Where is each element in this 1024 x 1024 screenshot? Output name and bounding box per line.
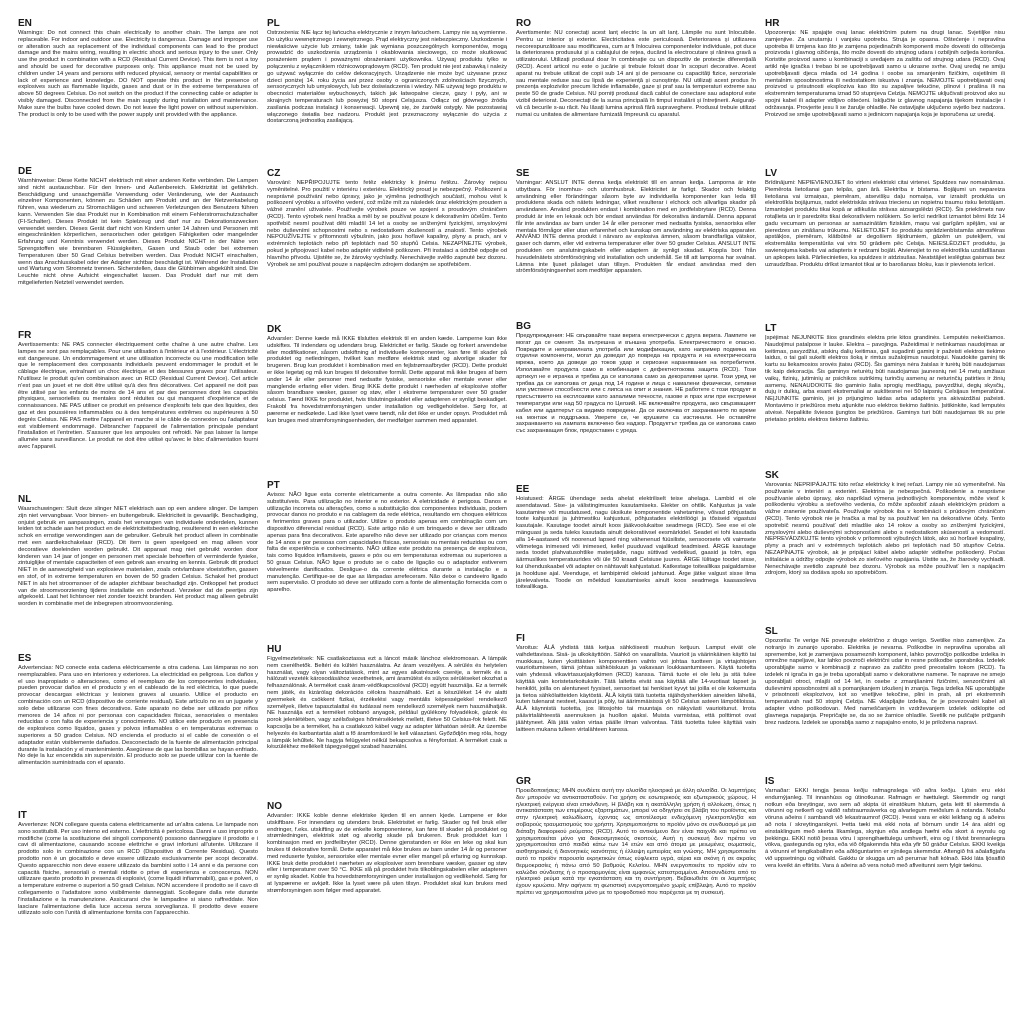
warning-block-pt [267, 480, 507, 594]
language-code: LV [765, 168, 778, 179]
language-code: RO [516, 18, 531, 29]
warning-text: Upozorenja: NE spajajte ovaj lanac električnim putem na drugi lanac. Svjetiljke nisu zamjenjive. Za unutarnju i vanjsku upotrebu. Struja je opasna. Oštećenje i nepravilna upotreba ili izmjena kao što je zamjena pojedinačnih komponenti može dovesti do oštećenja proizvoda i glavnog ožičenja, što može dovesti do strujnog udara i ozbiljnih ozljeda korisnika. Koristite proizvod samo u kombinaciji s uređajem za zaštitu od strujnog udara (RCD). Ovaj artikl nije igračka i trebao bi se upotrebljavati samo u ukrasne svrhe. Ovaj uređaj ne smiju upotrebljavati djeca mlađa od 14 godina i osobe sa smanjenim fizičkim, osjetilnim ili mentalnim sposobnostima ili nedostatkom iskustva i znanja. NEMOJTE upotrebljavati ovaj proizvod u prisutnosti eksploziva kao što su zapaljive tekućine, plinovi i prašina ili na ekstremnim temperaturama iznad 50 stupnjeva Celzija. NEMOJTE uključivati proizvod ako su spojni kabel ili adapter vidljivo oštećeni. Isključite iz glavnog napajanja tijekom instalacije i održavanja. Provjerite jesu li se žarulje ohladile. Ne ostavljajte uključeno svjetlo bez nadzora. Proizvod se smije upotrebljavati samo s jedinicom napajanja koja je isporučena uz uređaj. [765, 30, 1005, 118]
warning-text: Avvertenze: NON collegare questa catena elettricamente ad un'altra catena. Le lampade non sono sostituibili. Per uso interno ed esterno. L'elettricità è pericolosa. Danni e uso improprio o modifiche (come la sostituzione dei singoli componenti) possono danneggiare il prodotto e i cavi di alimentazione, causando scosse elettriche e gravi infortuni all'utente. Utilizzare il prodotto solo in combinazione con un RCD (Dispositivo di Corrente Residua). Questo prodotto non è un giocattolo e deve essere utilizzato esclusivamente per scopi decorativi. Questo apparecchio non deve essere utilizzato da bambini sotto i 14 anni e da persone con capacità fisiche, sensoriali o mentali ridotte o prive di esperienza e conoscenza. NON utilizzare questo prodotto in presenza di esplosivi, (come liquidi infiammabili), gas e polveri, o a temperature estreme o superiori a 50 gradi Celsius. NON accendere il prodotto se il cavo di collegamento o l'adattatore sono visibilmente danneggiati. Scollegare dalla rete durante l'installazione e la manutenzione. Assicurarsi che le lampadine si siano raffreddate. Non lasciare l'alimentazione della luce accesa senza sorveglianza. Il prodotto deve essere utilizzato solo con l'unità di alimentazione fornita con l'apparecchio. [18, 822, 258, 917]
warning-text: Hoiatused: ÄRGE ühendage seda ahelat elektriliselt teise ahelaga. Lambid ei ole asendatavad. Sise- ja välistingimustes kasutamiseks. Elekter on ohtlik. Kahjustus ja vale kasutamine või muudatused, nagu üksikute komponentide vahetamine, võivad põhjustada toote kahjustusi ja juhtmestiku kahjustusi, põhjustades elektrilöögi ja tõsiseid vigastusi kasutajale. Kasutage toodet ainult koos jääkvoolukaitse seadmega (RCD). See ese ei ole mänguasi ja seda tuleks kasutada ainult dekoratiivsel eesmärkidel. Seadet ei tohi kasutada alla 14-aastased või noorenud lapsed ning vähenenud füüsiliste, sensoorsete või vaimsete võimetega inimesed või inimesed, kellel puuduvad vajalikud teadmised. ÄRGE kasutage seda toodet plahvatusohtlike materjalide, nagu süttivad vedelikud, gaasid ja tolm, ega äärmuslikes temperatuurides või üle 50 kraadi Celsiuse juures. ÄRGE lülitage toodet sisse, kui ühenduskaabel või adapter on nähtavalt kahjustatud. Katkestage toiteallikas paigaldamise ja hoolduse ajal. Veenduge, et lambipirnid oleksid jahtunud. Ärge jätke valgust sisse ilma järelevalveta. Toode on mõeldud kasutamiseks ainult koos seadmega kaasasoleva toiteallikaga. [516, 496, 756, 591]
warning-text: Avertismente: NU conectați acest lanț electric la un alt lanț. Lămpile nu sunt înlocuibile. Pentru uz interior și exterior. Electricitatea este periculoasă. Deteriorarea și utilizarea necorespunzătoare sau modificarea, cum ar fi înlocuirea componentelor individuale, pot duce la deteriorarea produsului și a cablajului de rețea, ducând la electrocutare și rănirea gravă a utilizatorului. Utilizați produsul doar în combinație cu un dispozitiv de protecție diferențială (RCD). Acest articol nu este o jucărie și trebuie folosit doar în scopuri decorative. Acest aparat nu trebuie utilizat de copii sub 14 ani și de persoane cu capacități fizice, senzoriale sau mentale reduse sau cu lipsă de experiență și cunoștințe. NU utilizați acest produs în prezența explozivilor precum lichide inflamabile, gaze și praf sau la temperaturi extreme sau peste 50 de grade Celsius. NU porniți produsul dacă cablul de conectare sau adaptorul este vizibil deteriorat. Deconectați de la sursa principală în timpul instalării și întreținerii. Asigurați-vă că becurile s-au răcit. Nu lăsați lumina aprinsă fără supraveghere. Produsul trebuie utilizat numai cu unitatea de alimentare furnizată împreună cu aparatul. [516, 30, 756, 118]
language-code: EN [18, 18, 32, 29]
language-code: CZ [267, 168, 281, 179]
warning-text: Предупреждения: НЕ свързвайте тази верига електрически с друга верига. Лампите не могат да се сменят. За вътрешна и външна употреба. Електричеството е опасно. Повредите и неправилната употреба или модификации, като например подмяна на отделни компоненти, могат да доведат до повреда на продукта и на електрическата мрежа, което да доведе до токов удар и сериозни наранявания на потребителя. Използвайте продукта само в комбинация с дефектнотокова защита (RCD). Този артикул не е играчка и трябва да се използва само за декоративни цели. Този уред не трябва да се използва от деца под 14 години и лица с намалени физически, сетивни или умствени способности или с липса на опит и знания. НЕ работете с този продукт в присъствието на експлозиви като запалими течности, газове и прах или при екстремни температури или над 50 градуса по Целзий. НЕ включвайте продукта, ако свързващият кабел или адаптерът са видимо повредени. Да се изключва от захранването по време на монтаж и поддръжка. Уверете се, че крушките са изстинали. Не оставяйте захранването на лампата включено без надзор. Продуктът трябва да се използва само със захранващия блок, предоставен с уреда. [516, 333, 756, 435]
warning-block-no [267, 801, 507, 895]
warning-block-it [18, 810, 258, 917]
warning-text: Varnaðar: EKKI tengja þessa keðju rafmagnslega við aðra keðju. Ljósin eru ekki endurnýjanleg. Til innanhúss og útinotkunar. Rafmagn er hættulegt. Skemmdir og rangt notkun eða breytingar, svo sem að skipta út einstökum hlutum, geta leitt til skemmda á vörunni og netkerfi og valdið rafstraumsáverka og alvarlegum meiðslum á notanda. Notaðu vöruna aðeins í sambandi við lekastraumrof (RCD). Þessi vara er ekki leikfang og á aðeins að nota í skreytingarskyni. Þetta tæki má ekki nota af börnum undir 14 ára aldri og einstaklingum með skerta líkamlega, skynjun eða andlega hæfni eða skort á reynslu og þekkingu. EKKI notið þessa vöru í sprengihættulegu umhverfi, eins og í tilvist brennanlegra vökva, gastegunda og ryks, eða við öfgakennda hita eða yfir 50 gráður Celsíus. EKKI kveikja á vörunni ef tengikaballinn eða aðlöguntarinn er sýnilega skemmdur. Aftengið frá aðalaflgjafa við uppsetningu og viðhald. Gakktu úr skugga um að perurnar hafi kólnað. Ekki láta ljósaflið vera kveikt án eftirlits. Vara á aðeins að vera notuð með aflveitunni sem fylgir tækinu. [765, 788, 1005, 869]
language-code: NO [267, 801, 282, 812]
language-code: EE [516, 484, 530, 495]
warning-text: Įspėjimai: NEJUNKITE šios grandinės elektra prie kitos grandinės. Lemputės nekeičiamos. Naudojimui patalpose ir lauke. Elektra – pavojinga. Pažeidimai ir netinkamas naudojimas ar keitimas, pavyzdžiui, atskirų dalių keitimas, gali sugadinti gaminį ir pažeisti elektros tiekimo laidus, o tai gali sukelti elektros šoką ir rimtus sužalojimus naudotojui. Naudokite gaminį tik kartu su liekamosios srovės įtaisu (RCD). Šis gaminys nėra žaislas ir turėtų būti naudojamas tik kaip dekoracija. Šis gaminys neturėtų būti naudojamas jaunesnių nei 14 metų amžiaus vaikų, fizinių, jutiminių ar psichikos sutrikimų turinčių asmenų ar neturinčių patirties ir žinių asmenų. NENAUDOKITE šio gaminio šalia sprogių medžiagų, pavyzdžiui, degių skysčių, dujų ir dulkių, arba esant ekstremaliai ar aukštesnei nei 50 laipsnių Celsijaus temperatūrai. NEĮJUNKITE gaminio, jei jo prijungimo laidas arba adapteris yra akivaizdžiai pažeisti. Montavimo ir priežiūros metu atjunkite nuo elektros tiekimo šaltinio. Įsitikinkite, kad lemputės atvėsė. Nepalikite šviesos įjungtos be priežiūros. Gaminys turi būti naudojamas tik su prie prietaiso pridėtu elektros tiekimo šaltiniu. [765, 335, 1005, 423]
warning-block-hr [765, 18, 1005, 118]
language-code: FR [18, 330, 32, 341]
warning-block-de [18, 166, 258, 287]
warning-block-gr [516, 776, 756, 897]
warning-block-bg [516, 321, 756, 435]
warning-text: Opozorila: Te verige NE povezujte električno z drugo verigo. Svetilke niso zamenljive. Za notranjo in zunanjo uporabo. Elektrika je nevarna. Poškodbe in nepravilna uporaba ali spremembe, kot je zamenjava posameznih komponent, lahko povzročijo poškodbe izdelka in omrežne napeljave, kar lahko povzroči električni udar in resne poškodbe uporabnika. Izdelek uporabljajte samo v kombinaciji z napravo za zaščito pred preostalim tokom (RCD). Ta izdelek ni igrača in ga je treba uporabljati samo v dekorativne namene. Te naprave ne smejo uporabljati otroci, mlajši od 14 let, in osebe z zmanjšanimi fizičnimi, senzoričnimi ali duševnimi sposobnostmi ali s pomanjkanjem izkušenj in znanja. Tega izdelka NE uporabljajte v prisotnosti eksplozivov, kot so vnetljive tekočine, plini in prah, ali pri ekstremnih temperaturah nad 50 stopinj Celzija. NE vklapljajte izdelka, če je povezovalni kabel ali adapter vidno poškodovan. Med nameščanjem in vzdrževanjem izdelek odklopite od glavnega napajanja. Prepričajte se, da so se žarnice ohladile. Svetilk ne puščajte prižganih brez nadzora. Izdelek se uporablja samo z napajalno enoto, ki je priložena napravi. [765, 638, 1005, 726]
warning-block-pl [267, 18, 507, 125]
language-code: SE [516, 168, 530, 179]
language-code: IS [765, 776, 775, 787]
language-code: DK [267, 324, 282, 335]
language-code: NL [18, 494, 32, 505]
warning-block-cz [267, 168, 507, 268]
warning-block-fr [18, 330, 258, 451]
language-code: HU [267, 644, 282, 655]
warning-block-fi [516, 633, 756, 733]
warning-text: Avertissements: NE PAS connecter électriquement cette chaîne à une autre chaîne. Les lampes ne sont pas remplaçables. Pour une utilisation à l'intérieur et à l'extérieur. L'électricité est dangereuse. Un endommagement et une utilisation incorrecte ou une modification telle que le remplacement des composants individuels peuvent endommager le produit et le câblage électrique, entraînant un choc électrique et des blessures graves pour l'utilisateur. N'utilisez le produit qu'en combinaison avec un RCD (Residual Current Device). Cet article n'est pas un jouet et ne doit être utilisé qu'à des fins décoratives. Cet appareil ne doit pas être utilisé par les enfants de moins de 14 ans et par des personnes dont les capacités physiques, sensorielles ou mentales sont réduites ou qui manquent d'expérience et de connaissances. NE PAS utiliser ce produit en présence d'explosifs tels que des liquides, des gaz et des poussières inflammables ou à des températures extrêmes ou supérieures à 50 degrés Celsius. NE PAS mettre l'appareil en marche si le câble de connexion ou l'adaptateur est visiblement endommagé. Débrancher l'appareil de l'alimentation principale pendant l'installation et l'entretien. S'assurer que les ampoules ont refroidi. Ne pas laisser la lampe allumée sans surveillance. Le produit ne doit être utilisé qu'avec le bloc d'alimentation fourni avec l'appareil. [18, 342, 258, 450]
warning-text: Avisos: NÃO ligue esta corrente eletricamente a outra corrente. As lâmpadas não são substituíveis. Para utilização no interior e no exterior. A eletricidade é perigosa. Danos e utilização incorreta ou alterações, como a substituição dos componentes individuais, podem provocar danos no produto e na cablagem da rede elétrica, resultando em choques elétricos e ferimentos graves para o utilizador. Utilize o produto apenas em combinação com um dispositivo diferencial residual (RCD). Este artigo não é um brinquedo e deve ser utilizado apenas para fins decorativos. Este aparelho não deve ser utilizado por crianças com menos de 14 anos e por pessoas com capacidades físicas, sensoriais ou mentais reduzidas ou com falta de experiência e conhecimento. NÃO utilize este produto na presença de explosivos, tais como líquidos inflamáveis, gases e pós ou em temperaturas extremas ou superiores a 50 graus Celsius. NÃO ligue o produto se o cabo de ligação ou o adaptador estiverem visivelmente danificados. Desligue-o da corrente elétrica durante a instalação e a manutenção. Certifique-se de que as lâmpadas arrefeceram. Não deixe o candeeiro ligado sem supervisão. O produto só deve ser utilizado com a fonte de alimentação fornecida com o aparelho. [267, 492, 507, 594]
warning-text: Warnings: Do not connect this chain electrically to another chain. The lamps are not replaceable. For indoor and outdoor use. Electricity is dangerous. Damage and improper use or alteration such as replacement of the individual components can lead to the product damage and the mains wiring, resulting in electric shock and serious injury to the user. Only use the product in combination with a RCD (Residual Current Device). This item is not a toy and should be used for decorative purposes only. This appliance must not be used by children under 14 years and persons with reduced physical, sensory or mental capabilities or lack of experience and knowledge. DO NOT operate this product in the presence of explosives such as flammable liquids, gases and dust or in the extreme temperatures of above 50 degrees Celsius. Do not switch on the product if the connecting cable or adapter is visibly damaged. Disconnected from the main supply during installation and maintenance. Make sure the bulbs have cooled down. Do not leave the light power on without supervision. The product is only to be used with the power supply unit provided with the appliance. [18, 30, 258, 118]
warning-block-hu [267, 644, 507, 751]
warning-text: Varování: NEPŘIPOJUJTE tento řetěz elektricky k jinému řetězu. Žárovky nejsou vyměnitelné. Pro použití v interiéru i exteriéru. Elektrický proud je nebezpečný. Poškození a nesprávné používání nebo úpravy, jako je výměna jednotlivých součástí, mohou vést k poškození výrobku a síťového vedení, což může mít za následek úraz elektrickým proudem a vážné zranění uživatele. Používejte výrobek pouze ve spojení s proudovým chráničem (RCD). Tento výrobek není hračka a měl by se používat pouze k dekorativním účelům. Tento spotřebič nesmí používat děti mladší 14 let a osoby se sníženými fyzickými, smyslovými nebo duševními schopnostmi nebo s nedostatkem zkušeností a znalostí. Tento výrobek NEPOUŽÍVEJTE v přítomnosti výbušnin, jako jsou hořlavé kapaliny, plyny a prach, ani v extrémních teplotách nebo při teplotách nad 50 stupňů Celsia. NEZAPÍNEJTE výrobek, pokud je připojovací kabel nebo adaptér viditelně poškozen. Při instalaci a údržbě odpojte od hlavního přívodu. Ujistěte se, že žárovky vychladly. Nenechávejte světlo zapnuté bez dozoru. Výrobek se smí používat pouze s napájecím zdrojem dodaným se spotřebičem. [267, 180, 507, 268]
language-code: GR [516, 776, 531, 787]
warning-block-sk [765, 470, 1005, 577]
warning-text: Προειδοποιήσεις: ΜΗΝ συνδέετε αυτή την αλυσίδα ηλεκτρικά με άλλη αλυσίδα. Οι λαμπτήρες δεν μπορούν να αντικατασταθούν. Για χρήση σε εσωτερικούς και εξωτερικούς χώρους. Η ηλεκτρική ενέργεια είναι επικίνδυνη. Η βλάβη και η ακατάλληλη χρήση ή αλλοίωση, όπως η αντικατάσταση των επιμέρους εξαρτημάτων, μπορεί να οδηγήσει σε βλάβη του προϊόντος και στην ηλεκτρική καλωδίωση, έχοντας ως αποτέλεσμα ενδεχόμενη ηλεκτροπληξία και σοβαρούς τραυματισμούς του χρήστη. Χρησιμοποιήστε το προϊόν μόνο σε συνδυασμό με μια διάταξη διαφορικού ρεύματος (RCD). Αυτό το αντικείμενο δεν είναι παιχνίδι και πρέπει να χρησιμοποιείται μόνο για διακοσμητικούς σκοπούς. Αυτή η συσκευή δεν πρέπει να χρησιμοποιείται από παιδιά κάτω των 14 ετών και από άτομα με μειωμένες σωματικές, αισθητηριακές ή διανοητικές ικανότητες ή έλλειψη εμπειρίας και γνώσης. ΜΗ χρησιμοποιείτε αυτό το προϊόν παρουσία εκρηκτικών όπως εύφλεκτα υγρά, αέρια και σκόνη ή σε ακραίες θερμοκρασίες ή πάνω από 50 βαθμούς Κελσίου. ΜΗΝ ενεργοποιείτε το προϊόν εάν το καλώδιο σύνδεσης ή ο προσαρμογέας είναι εμφανώς κατεστραμμένα. Αποσυνδέστε από το ηλεκτρικό ρεύμα κατά την εγκατάσταση και τη συντήρηση. Βεβαιωθείτε ότι οι λαμπτήρες έχουν κρυώσει. Μην αφήνετε τη φωτιστική ενεργοποιημένο χωρίς επίβλεψη. Αυτό το προϊόν πρέπει να χρησιμοποιείται μόνο με το τροφοδοτικό που παρέχεται με τη συσκευή. [516, 788, 756, 896]
warning-block-lv [765, 168, 1005, 268]
warning-text: Waarschuwingen: Sluit deze slinger NIET elektrisch aan op een andere slinger. De lampen zijn niet vervangbaar. Voor binnen- en buitengebruik. Elektriciteit is gevaarlijk. Beschadiging, onjuist gebruik en aanpassingen, zoals het vervangen van individuele onderdelen, kunnen leiden tot schade aan het product en de elektriciteitsbedrading, resulterend in een elektrische schok en ernstige verwondingen aan de gebruiker. Gebruik het product alleen in combinatie met een aardlekschakelaar (RCD). Dit item is geen speelgoed en mag alleen voor decoratieve doeleinden worden gebruikt. Dit apparaat mag niet gebruikt worden door kinderen van 14 jaar of jonger en personen met speciale behoeften of verminderde fysieke, zintuiglijke of mentale capaciteiten of een gebrek aan ervaring en kennis. Gebruik dit product NIET in de aanwezigheid van explosieve materialen, zoals ontvlambare vloeistoffen, gassen en stof, of in extreme temperaturen en boven de 50 graden Celsius. Schakel het product NIET in als het stroomsnoer of de adapter zichtbaar beschadigd zijn. Ontkoppel het product van de stroomvoorziening tijdens installatie en onderhoud. Verzeker dat de peertjes zijn afgekoeld. Laat het lichtsnoer niet zonder toezicht branden. Het product mag alleen gebruikt worden in combinatie met de inbegrepen stroomvoorziening. [18, 506, 258, 608]
warning-text: Figyelmeztetések: NE csatlakoztassa ezt a láncot másik lánchoz elektromosan. A lámpák nem cserélhetők. Beltéri és kültéri használatra. Az áram veszélyes. A sérülés és helytelen használat, vagy olyan változtatások, mint az egyes alkatrészek cseréje, a termék és a hálózati vezeték károsodásához vezethetnek, ami áramütést és súlyos sérüléseket okozhat a felhasználónak. A terméket csak áram-védőkapcsolóval (RCD) együtt használja. Ez a termék nem játék, és kizárólag dekorációs célokra használható. Ezt a készüléket 14 év alatti gyermekek és csökkent fizikai, érzékelési vagy mentális képességekkel rendelkező személyek, illetve tapasztalattal és tudással nem rendelkező személyek nem használhatják. NE használja ezt a terméket robbanó anyagok, például gyúlékony folyadékok, gázok és porok jelenlétében, vagy szélsőséges hőmérsékletek mellett, illetve 50 Celsius-fok felett. NE kapcsolja be a terméket, ha a csatlakozó kábel vagy az adapter láthatóan sérült. Az üzembe helyezés és karbantartás alatt a fő áramforrásról le kell választani. Győződjön meg róla, hogy a lámpák lehűltek. Ne hagyja felügyelet nélkül bekapcsolva a fényforrást. A terméket csak a készülékhez mellékelt tápegységgel szabad használni. [267, 656, 507, 751]
warning-text: Warnhinweise: Diese Kette NICHT elektrisch mit einer anderen Kette verbinden. Die Lampen sind nicht austauschbar. Für den Innen- und Außenbereich. Elektrizität ist gefährlich. Beschädigung und unsachgemäße Verwendung oder Veränderung, wie der Austausch einzelner Komponenten, können zu Schäden am Produkt und an der Netzverkabelung führen, was wiederum zu Stromschlägen und schweren Verletzungen des Benutzers führen kann. Verwenden Sie das Produkt nur in Kombination mit einem Fehlerstromschutzschalter (FI-Schalter). Dieses Produkt ist kein Spielzeug und darf nur zu Dekorationszwecken verwendet werden. Dieses Gerät darf nicht von Kindern unter 14 Jahren und Personen mit eingeschränkten körperlichen, sensorischen oder geistigen Fähigkeiten oder mangelnder Erfahrung und Kenntnis verwendet werden. Dieses Produkt NICHT in der Nähe von Sprengstoffen wie brennbaren Flüssigkeiten, Gasen und Staub oder bei extremen Temperaturen über 50 Grad Celsius betreiben werden. Das Produkt NICHT einschalten, wenn das Anschlusskabel oder der Adapter sichtbar beschädigt ist. Während der Installation und Wartung vom Stromnetz trennen. Sicherstellen, dass die Glühbirnen abgekühlt sind. Die Leuchte nicht ohne Aufsicht eingeschaltet lassen. Das Produkt darf nur mit dem mitgelieferten Netzteil verwendet werden. [18, 178, 258, 286]
warning-text: Brīdinājumi: NEPIEVIENOJIET šo virteni elektriski citai virtenei. Spuldzes nav nomaināmas. Piemērota lietošanai gan telpās, gan ārā. Elektrība ir bīstama. Bojājumi un nepareiza lietošana vai izmaiņas, piemēram, atsevišķu daļu nomaiņa, var izraisīt produkta un elektrotīkla bojājumus, radot elektriskās strāvas triecienu un nopietnu traumu risku lietotājam. Izmantojiet produktu tikai kopā ar atlikušās strāvas aizsargslēdzi (RCD). Šis priekšmets nav rotaļlieta un ir paredzēts tikai dekoratīviem nolūkiem. So ierīci nedrīkst izmantot bērni līdz 14 gadu vecumam un personas ar samazinātām fiziskām, maņu vai garīgām spējām, vai ar pieredzes un zināšanu trūkumu. NELIETOJIET šo produktu sprādzienbīstamās atmosfēras apstākļos, piemēram, klātbūtnē ar degošiem šķidrumiem, gāzēm un putekļiem, vai ekstremālās temperatūrās vai virs 50 grādiem pēc Celsija. NEIESLĒDZIET produktu, ja savienojuma kabelis vai adapteris ir redzami bojāti. Atvienojiet to no elektrotīkla uzstādīšanas un apkopes laikā. Pārliecinieties, ka spuldzes ir atdzisušas. Neatstājiet ieslēgtas gaismas bez uzraudzības. Produktu drīkst izmantot tikai ar to barošanas bloku, kas ir pievienots ierīcei. [765, 180, 1005, 268]
warning-block-is [765, 776, 1005, 870]
warning-block-sl [765, 626, 1005, 726]
warning-text: Advarsler: IKKE koble denne elektriske kjeden til en annen kjede. Lampene er ikke utskiftbare. For innendørs og utendørs bruk. Elektrisitet er farlig. Skader og feil bruk eller endringer, f.eks. utskifting av de enkelte komponentene, kan føre til skader på produktet og strømledningen, elektrisk støt og alvorlig skade på brukeren. Bruk produktet kun i kombinasjon med en jordfeilbryter (RCD). Denne gjenstanden er ikke en leke og skal kun brukes til dekorative formål. Dette apparatet må ikke brukes av barn under 14 år og personer med reduserte fysiske, sensoriske eller mentale evner eller mangel på erfaring og kunnskap. IKKE bruk dette produktet i nærheten av eksplosiver som brennbare væsker, gasser og støv eller i temperaturer over 50 °C. IKKE slå på produktet hvis tilkoblingskabelen eller adapteren er synlig skadet. Koble fra hovedstrømforsyningen under installasjon og vedlikehold. Sørg for at lyspærene er avkjølt. Ikke la lyset være på uten tilsyn. Produktet skal kun brukes med strømforsyningen som følger med apparatet. [267, 813, 507, 894]
language-code: PL [267, 18, 280, 29]
warning-block-se [516, 168, 756, 275]
warning-block-en [18, 18, 258, 118]
warning-text: Varovania: NEPRIPÁJAJTE túto reťaz elektricky k inej reťazi. Lampy nie sú vymeniteľné. Na používanie v interiéri a exteriéri. Elektrina je nebezpečná. Poškodenie a nesprávne používanie alebo úpravy, ako napríklad výmena jednotlivých komponentov, môže viesť k poškodeniu výrobku a sieťového vedenia, čo môže spôsobiť zásah elektrickým prúdom a vážne zranenie používateľa. Používajte výrobok iba v kombinácii s prúdovým chráničom (RCD). Tento výrobok nie je hračka a mal by sa používať len na dekoratívne účely. Tento spotrebič nesmú používať deti mladšie ako 14 rokov a osoby so zníženými fyzickými, zmyslovými alebo duševnými schopnosťami alebo s nedostatkom skúseností a vedomostí. NEPREVÁDZKUJTE tento výrobok v prítomnosti výbušných látok, ako sú horľavé kvapaliny, plyny a prach ani v extrémnych teplotách alebo pri teplotách nad 50 stupňov Celzia. NEZAPÍNAJTE výrobok, ak je pripájací kábel alebo adaptér viditeľne poškodený. Počas inštalácie a údržby odpojte výrobok zo sieťového napájania. Uistite sa, že žiarovky vychladli. Nenechávajte svetidlo zapnuté bez dozoru. Výrobok sa môže používať len s napájacím zdrojom, ktorý sa dodáva spolu so spotrebičom. [765, 482, 1005, 577]
warning-block-ro [516, 18, 756, 118]
warning-block-lt [765, 323, 1005, 423]
language-code: FI [516, 633, 525, 644]
language-code: LT [765, 323, 777, 334]
language-code: DE [18, 166, 32, 177]
language-code: PT [267, 480, 280, 491]
language-code: SK [765, 470, 779, 481]
warning-text: Ostrzeżenia: NIE łącz tej łańcucha elektrycznie z innym łańcuchem. Lampy nie są wymienne. Do użytku wewnętrznego i zewnętrznego. Prąd elektryczny jest niebezpieczny. Uszkodzenie i niewłaściwe użycie lub zmiany, takie jak wymiana poszczególnych komponentów, mogą prowadzić do uszkodzenia urządzenia i okablowania sieciowego, co może skutkować porażeniem prądem i poważnymi obrażeniami użytkownika. Używaj produktu tylko w połączeniu z wyłącznikiem różnicowoprądowym (RCD). Ten produkt nie jest zabawką i należy go używać wyłącznie do celów dekoracyjnych. Urządzenie nie może być używane przez dzieci poniżej 14. roku życia ani przez osoby o ograniczonych zdolnościach fizycznych, sensorycznych lub umysłowych, lub bez doświadczenia i wiedzy. NIE używaj tego produktu w obecności materiałów wybuchowych, takich jak łatwopalne ciecze, gazy i pyły, ani w skrajnych temperaturach lub powyżej 50 stopni Celsjusza. Odłącz od głównego źródła zasilania podczas instalacji i konserwacji. Upewnij się, że żarówki ostygły. Nie pozostawiaj włączonego światła bez nadzoru. Produkt jest przeznaczony wyłącznie do użycia z dostarczoną jednostką zasilającą. [267, 30, 507, 125]
language-code: SL [765, 626, 778, 637]
warning-text: Advarsler: Denne kæde må IKKE tilsluttes elektrisk til en anden kæde. Lamperne kan ikke udskiftes. Til indendørs og udendørs brug. Elektricitet er farlig. Skade og forkert anvendelse eller modifikationer, såsom udskiftning af individuelle komponenter, kan føre til skader på produktet og netledningen, hvilket kan medføre elektrisk stød og alvorlige skader for brugeren. Brug kun produktet i kombination med en fejlstrømsafbryder (RCD). Dette produkt er ikke legetøj og må kun bruges til dekorative formål. Dette apparat må ikke bruges af børn under 14 år eller personer med nedsatte fysiske, sensoriske eller mentale evner eller manglende erfaring eller viden. Brug IKKE dette produkt i nærheden af eksplosive stoffer såsom brandbare væsker, gasser og støv, eller i ekstreme temperaturer over 50 grader celsius. Tænd IKKE for produktet, hvis tilslutningskablet eller adapteren er synligt beskadiget. Frakobl fra hovedstrømforsyningen under installation og vedligeholdelse. Sørg for, at pærerne er nedkølede. Lad ikke lyset være tændt, når det ikke er under opsyn. Produktet må kun bruges med strømforsyningsenheden, der medfølger sammen med apparatet. [267, 336, 507, 424]
language-code: BG [516, 321, 531, 332]
language-code: HR [765, 18, 780, 29]
warning-block-dk [267, 324, 507, 424]
warning-text: Varningar: ANSLUT INTE denna kedja elektriskt till en annan kedja. Lamporna är inte utbytbara. För inomhus- och utomhusbruk. Elektricitet är farligt. Skador och felaktig användning eller förändringar såsom byte av individuella komponenter kan leda till produktens skada och nätets ledningar, vilket resulterar i elchock och allvarliga skador på användaren. Använd produkten endast i kombination med en jordfelsbrytare (RCD). Denna produkt är inte en leksak och bör endast användas för dekorativa ändamål. Denna apparat får inte användas av barn under 14 år eller personer med nedsatta fysiska, sensoriska eller mentala förmågor eller utan erfarenhet och kunskap om användning av elektriska apparater. ANVÄND INTE denna produkt i närvaro av explosiva ämnen, såsom brandfarliga vätskor, gaser och damm, eller vid extrema temperaturer eller över 50 grader Celsius. ANSLUT INTE produkten om anslutningskabeln eller adaptern är synligt skadad. Koppla bort från huvudelnätets strömförsörjning vid installation och underhåll. Se till att lamporna har svalnat. Lämna inte ljuset påslaget utan tillsyn. Produkten får endast användas med den strömförsörjningsenhet som medföljer apparaten. [516, 180, 756, 275]
warning-block-es [18, 653, 258, 767]
warning-text: Varoitus: ÄLÄ yhdistä tätä ketjua sähköisesti muuhun ketjuun. Lamput eivät ole vaihdettavissa. Sisä- ja ulkokäyttöön. Sähkö on vaarallista. Vaurioit ja väärinkäinen käyttö tai muokkaus, kuten yksittäisten komponenttien vaihto voi johtaa tuotteen ja virtajohtojen vaurioitumiseen, tämä johtaa sähköiskuun ja vakavaan loukkaantumiseen. Käytä tuotetta vain yhdessä vikavirtasuojakytkimen (RCD) kanssa. Tämä tuote ei ole lelu ja sitä tulee käyttää vain koristetarkoituksiin. Tätä laitetta eivät saa käyttää alle 14-vuotiaat lapset ja henkilöt, joilla on alentuneet fyysiset, sensoriset tai henkiset kyvyt tai joilla ei ole kokemusta ja tietoa sähkölaitteiden käytöstä. ÄLÄ käytä tätä tuotetta räjähdysherkkien aineiden lähellä, kuten tulenarat nesteet, kaasut ja pöly, tai äärimmäisissä yli 50 Celsius asteen lämpötiloissa. ÄLÄ käynnistä tuotetta, jos liitosjohto tai muuntaja on näkyvästi vaurioitunut. Irrota päävirtalähteestä asennuksen ja huollon ajaksi. Muista varmistaa, että polttimot ovat jäähtyneet. Älä jätä valon virtaa päälle ilman valvontaa. Tätä tuotetta tulee käyttää vain laitteen mukana tulleen virtalähteen kanssa. [516, 645, 756, 733]
language-code: IT [18, 810, 27, 821]
warning-block-ee [516, 484, 756, 591]
warning-text: Advertencias: NO conecte esta cadena eléctricamente a otra cadena. Las lámparas no son reemplazables. Para uso en interiores y exteriores. La electricidad es peligrosa. Los daños y el uso inapropiado o alteraciones, como el reemplazo de los componentes individuales, pueden provocar daños en el producto y en el cableado de la red eléctrica, lo que puede provocar descargas eléctricas y lesiones graves al usuario. Utilice el producto en combinación con un RCD (dispositivo de corriente residual). Este artículo no es un juguete y solo debe utilizarse con fines decorativos. Este aparato no debe ser utilizado por niños menores de 14 años ni por personas con capacidades físicas, sensoriales o mentales reducidas o con falta de experiencia y conocimiento. NO utilice este producto en presencia de explosivos como líquidos, gases y polvos inflamables o en temperaturas extremas o superiores a 50 grados Celsius. NO encienda el producto si el cable de conexión o el adaptador están visiblemente dañados. Desconectado de la fuente de alimentación principal durante la instalación y el mantenimiento. Asegúrese de que las bombillas se hayan enfriado. No deje la luz encendida sin supervisión. El producto solo se puede utilizar con la fuente de alimentación suministrada con el aparato. [18, 665, 258, 767]
language-code: ES [18, 653, 32, 664]
warning-block-nl [18, 494, 258, 608]
